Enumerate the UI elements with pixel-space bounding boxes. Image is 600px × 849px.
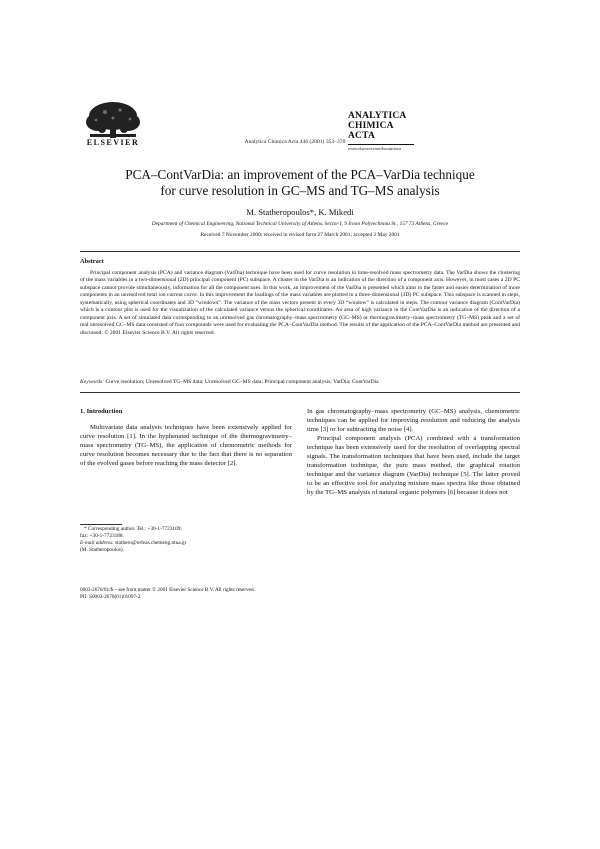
footnote-line: (M. Statheropoulos).: [80, 546, 124, 553]
keywords: [80, 379, 520, 385]
authors: M. Statheropoulos*, K. Mikedi: [246, 207, 354, 217]
right-column: [307, 408, 520, 498]
abstract-heading: Abstract: [80, 258, 104, 265]
keywords-list: Curve resolution; Unresolved TG–MS data; Unresolved GC–MS data; Principal component analysis; VarDia; ContVarDia: [105, 379, 379, 385]
copyright-line: 0003-2670/01/$ – see front matter © 2001 Elsevier Science B.V. All rights reserved.: [80, 587, 255, 593]
journal-reference: Analytica Chimica Acta 446 (2001) 353–370: [244, 139, 346, 145]
footnote-line: * Corresponding author. Tel.: +30-1-7723109;: [84, 526, 182, 532]
paragraph: In gas chromatography–mass spectrometry (GC–MS) analysis, chemometric techniques can be applied for improving resolution and reducing the analysis time [3] or for subtracting the noise [4].: [307, 408, 520, 433]
article-title: [74, 167, 526, 199]
footnote: [80, 526, 292, 554]
title-line: for curve resolution in GC–MS and TG–MS analysis: [160, 183, 440, 198]
section-heading: 1. Introduction: [80, 408, 123, 415]
paragraph: Multivariate data analysis techniques have been extensively applied for curve resolution [1]. In the hyphenated technique of the thermogravimetry–mass spectrometry (TG–MS), the application of chemometric methods for curve resolution becomes necessary due to the fact that there is no separation of the evolved gases before reaching the mass detector [2].: [80, 424, 292, 467]
journal-logo-line: ACTA: [348, 131, 376, 141]
footnote-email-line: [80, 540, 292, 547]
article-dates: Received 7 November 2000; received in revised form 27 March 2001; accepted 2 May 2001: [200, 232, 400, 238]
divider: [80, 392, 520, 393]
journal-logo-line: ANALYTICA: [348, 111, 407, 121]
email-label: E-mail address:: [80, 539, 114, 546]
journal-logo: [348, 111, 408, 141]
journal-url: www.elsevier.com/locate/aca: [348, 144, 414, 151]
journal-logo-line: CHIMICA: [348, 121, 394, 131]
footnote-divider: [80, 524, 122, 525]
pii-line: PII: S0003-2670(01)01097-2: [80, 594, 141, 600]
title-line: PCA–ContVarDia: an improvement of the PCA–VarDia technique: [125, 167, 475, 182]
pii-block: [80, 587, 520, 601]
keywords-label: Keywords:: [80, 379, 105, 385]
publisher-name: ELSEVIER: [86, 138, 140, 147]
divider: [80, 251, 520, 252]
abstract-body: Principal component analysis (PCA) and variance diagram (VarDia) technique have been used for curve resolution in time-resolved mass spectrometry data. The VarDia shows the clustering of the mass variables in a two-dimensional (2D) principal component (PC) subspace. A cluster in the VarDia is an indication of the direction of a component axis. However, in most cases a 2D PC subspace cannot provide simultaneously, information for all the component axes. In this work, an improvement of the VarDia is presented which aims to the faster and easier determination of more components in an unresolved total ion current curve. In this improvement the loadings of the mass variables are plotted in a three-dimensional (3D) PC subspace. This subspace is scanned in steps, systematically, using spherical coordinates and 3D “windows”. The variance of the mass vectors present in every 3D “window” is calculated in steps. The contour variance diagram (ContVarDia) which is a contour plot is used for the visualization of the calculated variance versus the spherical coordinates. An area of high variance in the ContVarDia is an indication of the direction of a component axis. A set of simulated data corresponding to an unresolved gas chromatography–mass spectrometry (GC–MS) or thermogravimetry–mass spectrometry (TG–MS) peak and a set of real unresolved GC–MS data consisted of four compounds were used for evaluating the PCA–ContVarDia method. The results of the application of the PCA–ContVarDia method are presented and discussed. © 2001 Elsevier Science B.V. All rights reserved.: [80, 270, 520, 336]
affiliation: Department of Chemical Engineering, National Technical University of Athens, Sector I, 9 Iroon Polytechniou St., 157 73 Athens, Greece: [151, 221, 449, 227]
footnote-line: fax: +30-1-7723188.: [80, 532, 124, 539]
paragraph: Principal component analysis (PCA) combined with a transformation technique has been extensively used for the resolution of overlapping spectral signals. The transformation techniques that have been used, include the target transformation technique, the pure mass method, the graphical rotation technique and the variance diagram (VarDia) technique [5]. The latter proved to be an effective tool for analyzing mixture mass spectra like those obtained by the TG–MS analysis of natural organic polymers [6] because it does not: [307, 434, 520, 496]
left-column: [80, 424, 292, 469]
email-address: stathero@orfeas.chemeng.ntua.gr: [115, 539, 187, 546]
